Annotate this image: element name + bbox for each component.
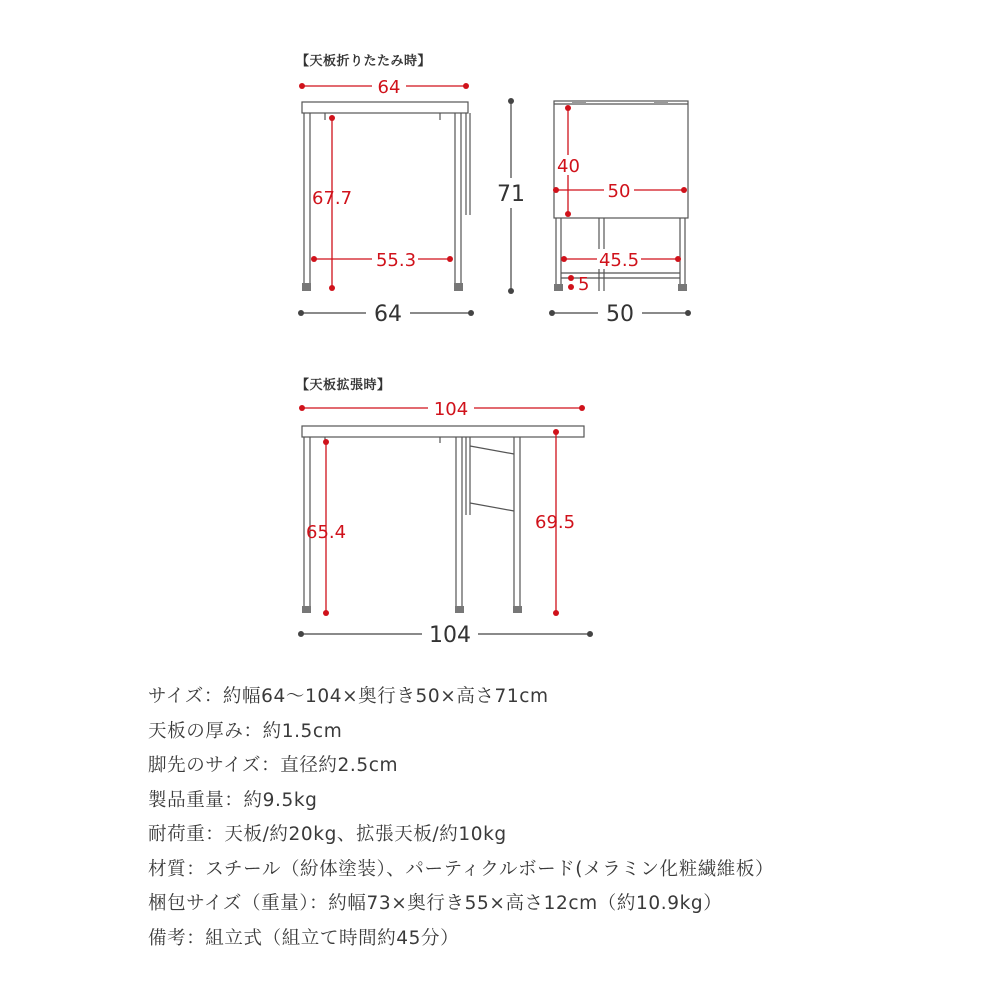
- spec-foot-size: 脚先のサイズ：直径約2.5cm: [148, 755, 399, 776]
- folded-width-bottom-label: 64: [374, 302, 402, 327]
- folded-depth-bottom-label: 50: [606, 302, 634, 327]
- folded-inner-height-label: 67.7: [312, 188, 353, 209]
- spec-list: [148, 680, 968, 956]
- folded-inner-depth-label: 45.5: [598, 250, 640, 271]
- expanded-swing-arm-top: [470, 446, 514, 454]
- dim-dot: [568, 284, 574, 290]
- dim-dot: [447, 256, 453, 262]
- expanded-section-label: 【天板拡張時】: [296, 378, 391, 393]
- folded-tabletop: [302, 102, 468, 113]
- dim-dot: [468, 310, 474, 316]
- folded-inner-width-label: 55.3: [375, 250, 417, 271]
- folded-drop-height-label: 40: [557, 156, 580, 177]
- dim-dot: [508, 288, 514, 294]
- dim-dot: [323, 610, 329, 616]
- dim-dot: [299, 405, 305, 411]
- dim-dot: [681, 187, 687, 193]
- spec-material: 材質：スチール（紛体塗装）、パーティクルボード(メラミン化粧繊維板）: [148, 858, 775, 880]
- dim-dot: [553, 429, 559, 435]
- dim-dot: [549, 310, 555, 316]
- side-foot-right: [678, 284, 687, 291]
- folded-foot-left: [302, 283, 311, 291]
- folded-foot-right: [454, 283, 463, 291]
- spec-notes: 備考：組立式（組立て時間約45分）: [148, 927, 460, 949]
- folded-section-label: 【天板折りたたみ時】: [296, 54, 432, 69]
- expanded-dimensions: [298, 398, 593, 649]
- expanded-foot-swing: [513, 606, 522, 613]
- side-hinge-left: [572, 101, 586, 104]
- dim-dot: [561, 256, 567, 262]
- side-hinge-right: [654, 101, 668, 104]
- folded-total-height-label: 71: [497, 182, 525, 207]
- dim-dot: [565, 211, 571, 217]
- expanded-tabletop: [302, 426, 584, 437]
- dim-dot: [323, 439, 329, 445]
- dim-dot: [553, 187, 559, 193]
- dim-dot: [329, 115, 335, 121]
- dim-dot: [463, 83, 469, 89]
- spec-top-thickness: 天板の厚み：約1.5cm: [148, 720, 343, 742]
- dim-dot: [553, 610, 559, 616]
- dim-dot: [299, 83, 305, 89]
- spec-weight: 製品重量：約9.5kg: [148, 789, 318, 811]
- dim-dot: [685, 310, 691, 316]
- spec-load-capacity: 耐荷重：天板/約20kg、拡張天板/約10kg: [148, 824, 507, 845]
- dim-dot: [329, 285, 335, 291]
- dim-dot: [311, 256, 317, 262]
- dim-dot: [565, 105, 571, 111]
- side-foot-left: [554, 284, 563, 291]
- spec-package-size: 梱包サイズ（重量）：約幅73×奥行き55×高さ12cm（約10.9kg）: [148, 893, 723, 914]
- spec-size: サイズ：約幅64～104×奥行き50×高さ71cm: [148, 686, 549, 707]
- dim-dot: [298, 631, 304, 637]
- dim-dot: [587, 631, 593, 637]
- dim-dot: [675, 256, 681, 262]
- folded-width-top-label: 64: [377, 77, 401, 98]
- dim-dot: [508, 98, 514, 104]
- folded-side-depth-label: 50: [607, 181, 631, 202]
- folded-side-dimensions: [549, 105, 691, 328]
- expanded-foot-left: [302, 606, 311, 613]
- expanded-foot-center: [455, 606, 464, 613]
- folded-rail-height-label: 5: [578, 274, 590, 295]
- dim-dot: [298, 310, 304, 316]
- dim-dot: [568, 275, 574, 281]
- dim-dot: [579, 405, 585, 411]
- expanded-left-height-label: 65.4: [306, 522, 347, 543]
- expanded-width-bottom-label: 104: [429, 623, 471, 648]
- expanded-right-height-label: 69.5: [535, 512, 576, 533]
- folded-front-dimensions: [298, 76, 526, 328]
- expanded-width-top-label: 104: [433, 399, 469, 420]
- expanded-swing-arm-bottom: [470, 503, 514, 511]
